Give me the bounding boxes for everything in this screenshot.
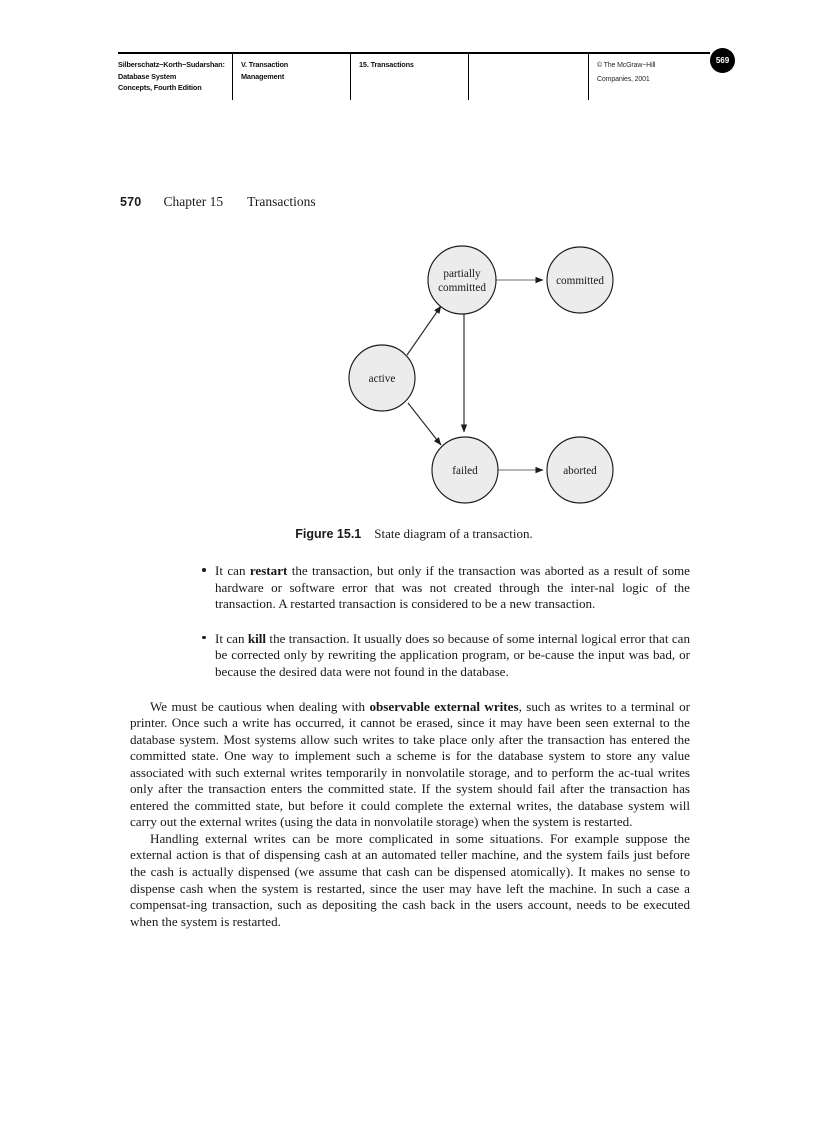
state-node-failed-label: failed	[452, 465, 478, 477]
state-node-partially-committed	[428, 246, 496, 314]
figure-caption-label: Figure 15.1	[295, 527, 362, 541]
state-node-failed	[432, 437, 498, 503]
running-header	[118, 52, 730, 100]
page-folio-number: 570	[120, 195, 142, 209]
header-book-authors: Silberschatz−Korth−Sudarshan:	[118, 60, 225, 69]
state-diagram-transaction	[164, 236, 664, 516]
figure-15-1	[118, 236, 710, 516]
state-node-aborted	[547, 437, 613, 503]
bullet-dot-icon	[202, 636, 206, 640]
bullet-dot-icon	[202, 568, 206, 572]
edge-active-to-failed	[408, 403, 441, 445]
figure-caption-text: State diagram of a transaction.	[374, 526, 533, 541]
header-columns	[118, 54, 710, 100]
paragraph-handling-external-writes: Handling external writes can be more complicated in some situations. For example suppose the external action is that of dispensing cash at an automated teller machine, and the system fails just before the cash is actually dispensed (we assume that cash can be dispensed atomically). It makes no sense to dispense cash when the system is restarted, since the user may have left the machine. In such a case a compensat-ing transaction, such as depositing the cash back in the users account, needs to be executed when the system is restarted.	[130, 830, 690, 929]
header-col-part	[232, 54, 350, 100]
header-col-empty	[468, 54, 588, 100]
header-copyright-line-1: © The McGraw−Hill	[597, 62, 656, 69]
state-node-partially-committed-label-line2: committed	[438, 282, 486, 294]
state-node-partially-committed-label-line1: partially	[443, 268, 481, 280]
state-node-committed-label: committed	[556, 275, 604, 287]
bullet-item-kill-text: It can kill the transaction. It usually does so because of some internal logical error that can be corrected only by rewriting the application program, or be-cause the input was bad, or because the desired data were not found in the database.	[215, 630, 690, 679]
edge-active-to-partially-committed	[407, 306, 441, 355]
chapter-number: Chapter 15	[163, 194, 224, 209]
bullet-list	[130, 563, 690, 681]
chapter-title: Transactions	[247, 194, 316, 209]
header-col-chapter	[350, 54, 468, 100]
header-copyright-line-2: Companies, 2001	[597, 76, 650, 83]
paragraph-observable-external-writes: We must be cautious when dealing with observable external writes, such as writes to a terminal or printer. Once such a write has occurred, it cannot be erased, since it may have been seen external to the database system. Most systems allow such writes to take place only after the transaction has entered the committed state. One way to implement such a scheme is for the database system to store any value associated with such external writes temporarily in nonvolatile storage, and to perform the ac-tual writes only after the transaction enters the committed state. If the system should fail after the transaction has entered the committed state, but before it could complete the external writes, the database system will carry out the external writes (using the data in nonvolatile storage) when the system is restarted.	[130, 698, 690, 830]
header-chapter-line: 15. Transactions	[359, 60, 414, 69]
state-node-active-label: active	[368, 373, 396, 385]
list-item	[130, 631, 690, 681]
state-node-active	[349, 345, 415, 411]
state-node-aborted-label: aborted	[563, 465, 597, 477]
header-book-title-1: Database System	[118, 71, 177, 81]
header-col-book	[118, 54, 232, 100]
bullet-item-restart-text: It can restart the transaction, but only if the transaction was aborted as a result of some hardware or software error that was not created through the inter-nal logic of the transaction. A restarted transaction is considered to be a new transaction.	[215, 563, 690, 612]
header-book-title-2: Concepts, Fourth Edition	[118, 83, 202, 93]
state-node-committed	[547, 247, 613, 313]
running-title	[120, 194, 316, 210]
header-col-copyright	[588, 54, 710, 100]
figure-caption	[118, 526, 710, 542]
body-text	[130, 563, 690, 930]
page-number-badge: 569	[710, 48, 735, 73]
state-node-partially-committed-circle	[428, 246, 496, 314]
header-part-line-2: Management	[241, 71, 285, 81]
header-part-line-1: V. Transaction	[241, 60, 289, 69]
list-item	[130, 563, 690, 613]
